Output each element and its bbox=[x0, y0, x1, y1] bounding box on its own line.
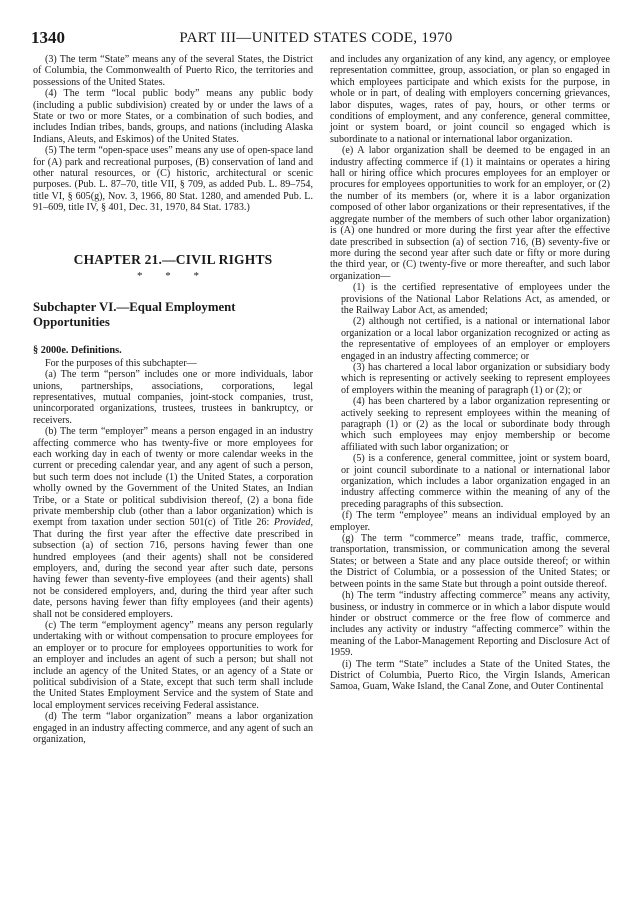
paragraph-open-space-uses: (5) The term “open-space uses” means any use of open-space land for (A) park and recreational purposes, (B) conservation of land and other natural resources, or (C) historic, architectural or scenic purposes. (Pub. L. 87–70, title VII, § 709, as added Pub. L. 89–754, title VI, § 605(g), Nov. 3, 1966, 80 Stat. 1280, and amended Pub. L. 91–609, title IV, § 401, Dec. 31, 1970, 84 Stat. 1783.) bbox=[33, 145, 313, 214]
left-column bbox=[33, 54, 313, 746]
chapter-title: CHAPTER 21.—CIVIL RIGHTS bbox=[73, 251, 273, 267]
paragraph-a: (a) The term “person” includes one or more individuals, labor unions, partnerships, associations, corporations, legal representatives, mutual companies, joint-stock companies, trust, unincorporated organizations, trustees, trustees in bankruptcy, or receivers. bbox=[33, 369, 313, 426]
subparagraph-2: (2) although not certified, is a national or international labor organization or a local labor organization recognized or acting as the representative of employees of an employer or employers engaged in an industry affecting commerce; or bbox=[341, 316, 610, 362]
paragraph-state-definition: (3) The term “State” means any of the several States, the District of Columbia, the Commonwealth of Puerto Rico, the territories and possessions of the United States. bbox=[33, 54, 313, 88]
section-intro: For the purposes of this subchapter— bbox=[45, 357, 197, 369]
paragraph-b-part2: That during the first year after the effective date prescribed in subsection (a) of section 716, persons having fewer than one hundred employees (and their agents) shall not be considered employers, and, during the second year after such date, persons having fewer than seventy-five employees (and their agents) shall not be considered employers, and, during the third year after such date, persons having fewer than fifty employees (and their agents) shall not be considered employers. bbox=[33, 528, 313, 620]
subparagraph-1: (1) is the certified representative of employees under the provisions of the National Labor Relations Act, as amended, or the Railway Labor Act, as amended; bbox=[341, 282, 610, 316]
paragraph-h: (h) The term “industry affecting commerce” means any activity, business, or industry in commerce or in which a labor dispute would hinder or obstruct commerce or the free flow of commerce and includes any activity or industry “affecting commerce” within the meaning of the Labor-Management Reporting and Disclosure Act of 1959. bbox=[330, 590, 610, 659]
chapter-stars: * * * bbox=[137, 269, 209, 282]
paragraph-c: (c) The term “employment agency” means any person regularly undertaking with or without compensation to procure employees for an employer or to procure for employees opportunities to work for an employer and includes an agent of such a person; but shall not include an agency of the United States, or an agency of a State or political subdivision of a State, except that such term shall include the United States Employment Service and the system of State and local employment services receiving Federal assistance. bbox=[33, 620, 313, 711]
paragraph-d-continued: and includes any organization of any kind, any agency, or employee representation committee, group, association, or plan so engaged in which employees participate and which exists for the purpose, in whole or in part, of dealing with employers concerning grievances, labor disputes, wages, rates of pay, hours, or other terms or conditions of employment, and any conference, general committee, joint or system board, or joint council so engaged which is subordinate to a national or international labor organization. bbox=[330, 54, 610, 145]
section-heading: § 2000e. Definitions. bbox=[33, 344, 122, 356]
paragraph-b-proviso: Provided, bbox=[273, 517, 313, 529]
paragraph-b-part1: (b) The term “employer” means a person engaged in an industry affecting commerce who has twenty-five or more employees for each working day in each of twenty or more calendar weeks in the current or preceding calendar year, and any agent of such a person, but such term does not include (1) the United States, a corporation wholly owned by the Government of the United States, an Indian Tribe, or a State or political subdivision thereof, (2) a bona fide private membership club (other than a labor organization) which is exempt from taxation under section 501(c) of Title 26: bbox=[33, 426, 313, 529]
subparagraph-3: (3) has chartered a local labor organization or subsidiary body which is representing or actively seeking to represent employees of employers within the meaning of paragraph (1) or (2); or bbox=[341, 361, 610, 396]
paragraph-e: (e) A labor organization shall be deemed to be engaged in an industry affecting commerce if (1) it maintains or operates a hiring hall or hiring office which procures employees for an employer or procures for employees opportunities to work for an employer, or (2) the number of its members (or, where it is a labor organization composed of other labor organizations or their representatives, if the aggregate number of the members of such other labor organization) is (A) one hundred or more during the first year after the effective date prescribed in subsection (a) of section 716, (B) seventy-five or more during the second year after such date or fifty or more during the third year, or (C) twenty-five or more thereafter, and such labor organization— bbox=[330, 145, 610, 282]
paragraph-b bbox=[33, 426, 313, 620]
paragraph-i: (i) The term “State” includes a State of the United States, the District of Columbia, Puerto Rico, the Virgin Islands, American Samoa, Guam, Wake Island, the Canal Zone, and Outer Continental bbox=[330, 658, 610, 693]
page-header bbox=[31, 28, 601, 48]
paragraph-f: (f) The term “employee” means an individual employed by an employer. bbox=[330, 510, 610, 533]
page-number: 1340 bbox=[31, 28, 65, 47]
subparagraph-4: (4) has been chartered by a labor organization representing or actively seeking to represent employees within the meaning of paragraph (1) or (2) as the local or subordinate body through which such employees may enjoy membership or become affiliated with such labor organization; or bbox=[341, 396, 610, 453]
paragraph-d: (d) The term “labor organization” means a labor organization engaged in an industry affecting commerce, and any agent of such an organization, bbox=[33, 711, 313, 746]
subchapter-title: Subchapter VI.—Equal Employment Opportunities bbox=[33, 299, 236, 329]
paragraph-local-public-body: (4) The term “local public body” means any public body (including a public subdivision) created by or under the laws of a State or two or more States, or a combination of such bodies, and includes Indian tribes, bands, groups, and nations (including Alaska Indians, Aleuts, and Eskimos) of the United States. bbox=[33, 88, 313, 145]
right-column bbox=[330, 54, 610, 693]
running-title: PART III—UNITED STATES CODE, 1970 bbox=[179, 30, 453, 46]
paragraph-g: (g) The term “commerce” means trade, traffic, commerce, transportation, transmission, or communication among the several States; or between a State and any place outside thereof; or within the District of Columbia, or a possession of the United States; or between points in the same State but through a point outside thereof. bbox=[330, 533, 610, 590]
subparagraph-5: (5) is a conference, general committee, joint or system board, or joint council subordinate to a national or international labor organization, which includes a labor organization engaged in an industry affecting commerce within the meaning of any of the preceding paragraphs of this subsection. bbox=[341, 453, 610, 510]
